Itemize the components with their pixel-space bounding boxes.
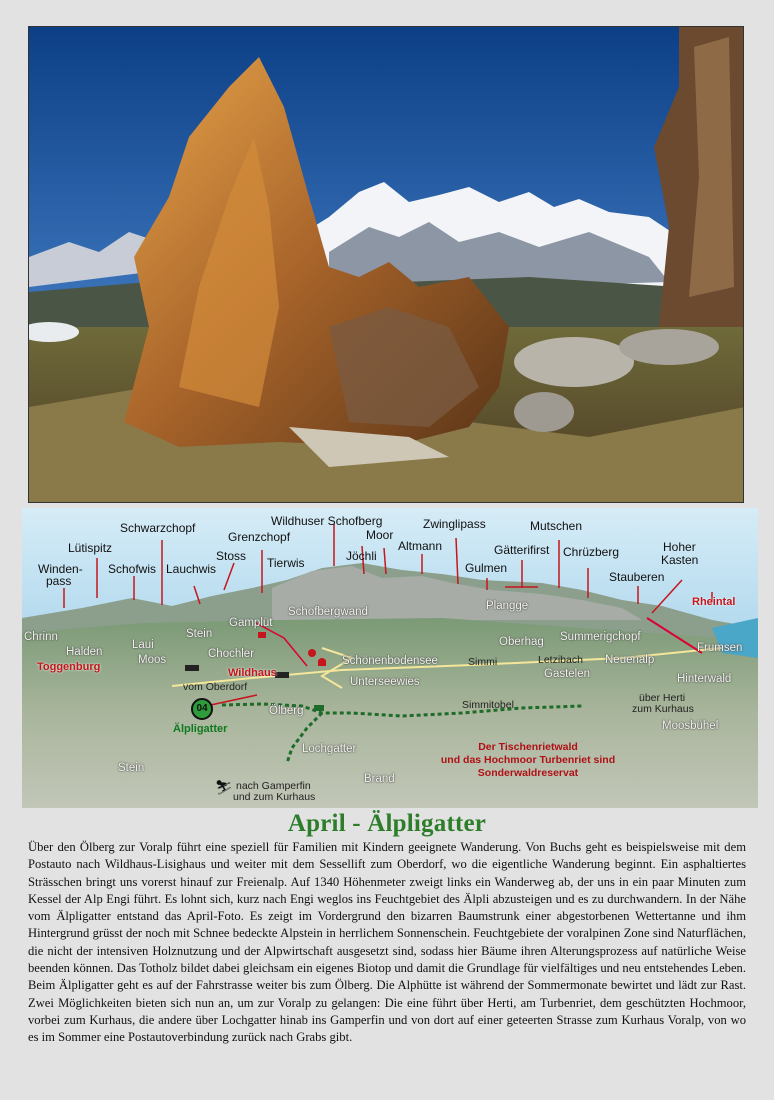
peak-label-tierwis: Tierwis — [267, 556, 305, 570]
region-label-wildhaus: Wildhaus — [228, 667, 277, 679]
route-number-badge: 04 — [191, 698, 213, 720]
peak-label-schofwis: Schofwis — [108, 562, 157, 576]
place-label-moos: Moos — [138, 654, 167, 666]
place-label-chochler: Chochler — [208, 648, 255, 660]
route-label-herti-2: zum Kurhaus — [632, 703, 694, 715]
place-label-lochgatter: Lochgatter — [302, 743, 357, 755]
peak-label-chruezberg: Chrüzberg — [563, 545, 620, 559]
place-label-moosbuehel: Moosbühel — [662, 720, 719, 732]
route-label-herti-1: über Herti — [639, 692, 686, 704]
place-label-letzibach: Letzibach — [538, 654, 583, 666]
tree-stump-alpine-photo — [29, 27, 744, 503]
place-label-gastelen: Gastelen — [544, 668, 591, 680]
peak-label-moor: Moor — [366, 528, 394, 542]
place-label-simmi: Simmi — [468, 656, 498, 668]
peak-label-hoher-kasten-2: Kasten — [661, 553, 699, 567]
description-paragraph: Über den Ölberg zur Voralp führt eine speziell für Familien mit Kindern geeignete Wanderung. Von Buchs geht es beispielsweise mit dem Postauto nach Wildhaus-Lisighaus und weiter mit dem Sessellift zum Oberdorf, wo die eigentliche Wanderung beginnt. Ein asphaltiertes Strässchen bringt uns vorerst hinauf zur Freienalp. Auf 1340 Höhenmeter zweigt links ein Wanderweg ab, der uns in ein paar Minuten zum Kessel der Alp Engi führt. Es lohnt sich, kurz nach Engi weglos ins Feuchtgebiet des Älpli abzusteigen und es zu durchwandern. In der Nähe vom Älpligatter entstand das April-Foto. Es zeigt im Vordergrund den bizarren Baumstrunk einer abgestorbenen Wettertanne und ihm Hintergrund grüsst der noch mit Schnee bedeckte Alpstein in herrlichem Sonnenschein. Feuchtgebiete der voralpinen Zone sind Naturflächen, die nicht der intensiven Holznutzung und der Alpwirtschaft ausgesetzt sind, sodass hier Bäume ihren Alterungsprozess auf natürliche Weise beenden können. Das Totholz bildet dabei gleichsam ein eigenes Biotop und damit die Grundlage für vielfältiges und neu entstehendes Leben. Beim Älpligatter geht es auf der Fahrstrasse weiter bis zum Ölberg. Die Alphütte ist während der Sommermonate bewirtet und lädt zur Rast. Zwei Möglichkeiten bieten sich nun an, um zur Voralp zu gelangen: Die eine führt über Herti, am Turbenriet, dem geschützten Hochmoor, vorbei zum Kurhaus, die andere über Lochgatter hinab ins Gamperfin und von dort auf einer geteerten Strasse zum Kurhaus Voralp, von wo es im Sommer eine Postautoverbindung zurück nach Grabs gibt. — [28, 840, 746, 1045]
reserve-line-3: Sonderwaldreservat — [477, 767, 579, 779]
place-label-summerigchopf: Summerigchopf — [560, 631, 641, 643]
peak-label-grenzchopf: Grenzchopf — [228, 530, 291, 544]
reserve-line-2: und das Hochmoor Turbenriet sind — [440, 754, 616, 766]
place-label-unterseewies: Unterseewies — [350, 676, 420, 688]
place-label-laui: Laui — [132, 639, 154, 651]
region-label-toggenburg: Toggenburg — [37, 661, 101, 673]
page-title: April - Älpligatter — [287, 810, 487, 837]
peak-label-hoher-kasten: Hoher — [663, 540, 696, 554]
place-label-schofbergwand: Schofbergwand — [288, 606, 368, 618]
peak-label-altmann: Altmann — [398, 539, 443, 553]
place-label-halden: Halden — [66, 646, 103, 658]
hero-photo — [28, 26, 744, 503]
nature-reserve-note — [423, 741, 633, 780]
place-label-neuenalp: Neuenalp — [605, 654, 655, 666]
place-label-plangge: Plangge — [486, 600, 529, 612]
route-label-gamperfin-1: nach Gamperfin — [236, 780, 311, 792]
peak-label-mutschen: Mutschen — [530, 519, 583, 533]
peak-label-zwinglipass: Zwinglipass — [423, 517, 486, 531]
place-label-stein-bottom: Stein — [118, 762, 145, 774]
peak-label-lauchwis: Lauchwis — [166, 562, 217, 576]
peak-label-schwarzchopf: Schwarzchopf — [120, 521, 196, 535]
route-start-label: Älpligatter — [173, 723, 228, 735]
peak-label-gaetterifirst: Gätterifirst — [494, 543, 550, 557]
place-label-simmitobel: Simmitobel — [462, 699, 514, 711]
route-label-gamperfin-2: und zum Kurhaus — [233, 791, 316, 803]
reserve-line-1: Der Tischenrietwald — [478, 741, 578, 753]
place-label-brand: Brand — [364, 773, 395, 785]
route-label-vom-oberdorf: vom Oberdorf — [183, 681, 248, 693]
description-text — [28, 839, 746, 1047]
place-label-chrinn: Chrinn — [24, 631, 58, 643]
hiker-icon: ⛷ — [215, 779, 233, 795]
place-label-olberg: Ölberg — [269, 705, 304, 717]
peak-label-stoss: Stoss — [216, 549, 247, 563]
place-label-schoenenbodensee: Schönenbodensee — [342, 655, 438, 667]
peak-label-luetispitz: Lütispitz — [68, 541, 113, 555]
place-label-oberhag: Oberhag — [499, 636, 544, 648]
place-label-gamplut: Gamplüt — [229, 617, 273, 629]
peak-label-stauberen: Stauberen — [609, 570, 665, 584]
place-label-stein-top: Stein — [186, 628, 213, 640]
peak-label-joechli: Jöchli — [346, 549, 377, 563]
peak-label-gulmen: Gulmen — [465, 561, 508, 575]
peak-label-windenpass: Winden- — [38, 562, 83, 576]
region-label-rheintal: Rheintal — [692, 596, 736, 608]
peak-label-schofberg: Wildhuser Schofberg — [271, 514, 383, 528]
place-label-frumsen: Frumsen — [697, 642, 743, 654]
place-label-hinterwald: Hinterwald — [677, 673, 732, 685]
peak-label-windenpass-2: pass — [46, 574, 72, 588]
